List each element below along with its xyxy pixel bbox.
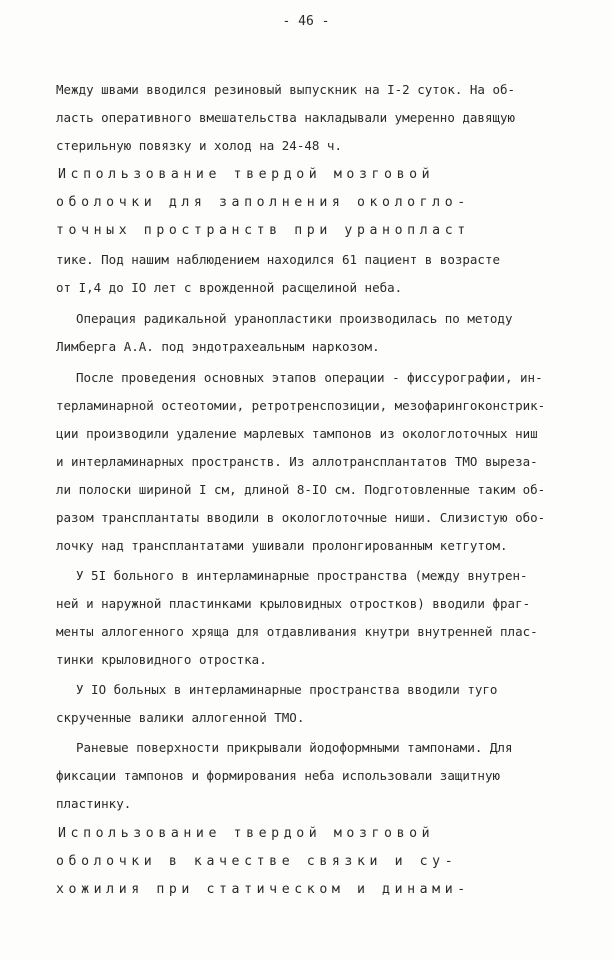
text-line: тике. Под нашим наблюдением находился 61 пациент в возрасте	[56, 252, 501, 267]
text-line: стерильную повязку и холод на 24-48 ч.	[56, 138, 342, 153]
section-heading-line: оболочки в качестве связки и су-	[56, 854, 458, 869]
page-number: - 46 -	[282, 14, 330, 29]
text-line: Лимберга А.А. под эндотрахеальным наркозом.	[56, 339, 380, 354]
text-line: терламинарной остеотомии, ретротренспозиции, мезофарингоконстрик-	[56, 398, 546, 413]
text-line: После проведения основных этапов операции - фиссурографии, ин-	[76, 370, 543, 385]
section-heading-line: Использование твердой мозговой	[58, 826, 435, 841]
text-line: менты аллогенного хряща для отдавливания кнутри внутренней плас-	[56, 624, 538, 639]
text-line: У IO больных в интерламинарные пространства вводили туго	[76, 682, 498, 697]
text-line: Между швами вводился резиновый выпускник на I-2 суток. На об-	[56, 82, 516, 97]
text-line: тинки крыловидного отростка.	[56, 652, 267, 667]
text-line: Раневые поверхности прикрывали йодоформными тампонами. Для	[76, 740, 513, 755]
text-line: Операция радикальной уранопластики производилась по методу	[76, 311, 513, 326]
text-line: скрученные валики аллогенной ТМО.	[56, 710, 305, 725]
text-line: разом трансплантаты вводили в окологлоточные ниши. Слизистую обо-	[56, 510, 546, 525]
section-heading-line: Использование твердой мозговой	[58, 167, 435, 182]
text-line: фиксации тампонов и формирования неба использовали защитную	[56, 768, 501, 783]
section-heading-line: оболочки для заполнения окологло-	[56, 195, 470, 210]
text-line: лочку над трансплантатами ушивали пролонгированным кетгутом.	[56, 538, 508, 553]
text-line: ции производили удаление марлевых тампонов из окологлоточных ниш	[56, 426, 538, 441]
text-line: У 5I больного в интерламинарные пространства (между внутрен-	[76, 568, 528, 583]
text-line: от I,4 до IO лет с врожденной расщелиной неба.	[56, 280, 403, 295]
text-line: ней и наружной пластинками крыловидных отростков) вводили фраг-	[56, 596, 531, 611]
text-line: и интерламинарных пространств. Из аллотрансплантатов ТМО выреза-	[56, 454, 538, 469]
text-line: ли полоски шириной I см, длиной 8-IO см. Подготовленные таким об-	[56, 482, 546, 497]
text-line: пластинку.	[56, 796, 132, 811]
section-heading-line: хожилия при статическом и динами-	[56, 882, 470, 897]
section-heading-line: точных пространств при уранопласт	[56, 223, 470, 238]
text-line: ласть оперативного вмешательства накладывали умеренно давящую	[56, 110, 516, 125]
